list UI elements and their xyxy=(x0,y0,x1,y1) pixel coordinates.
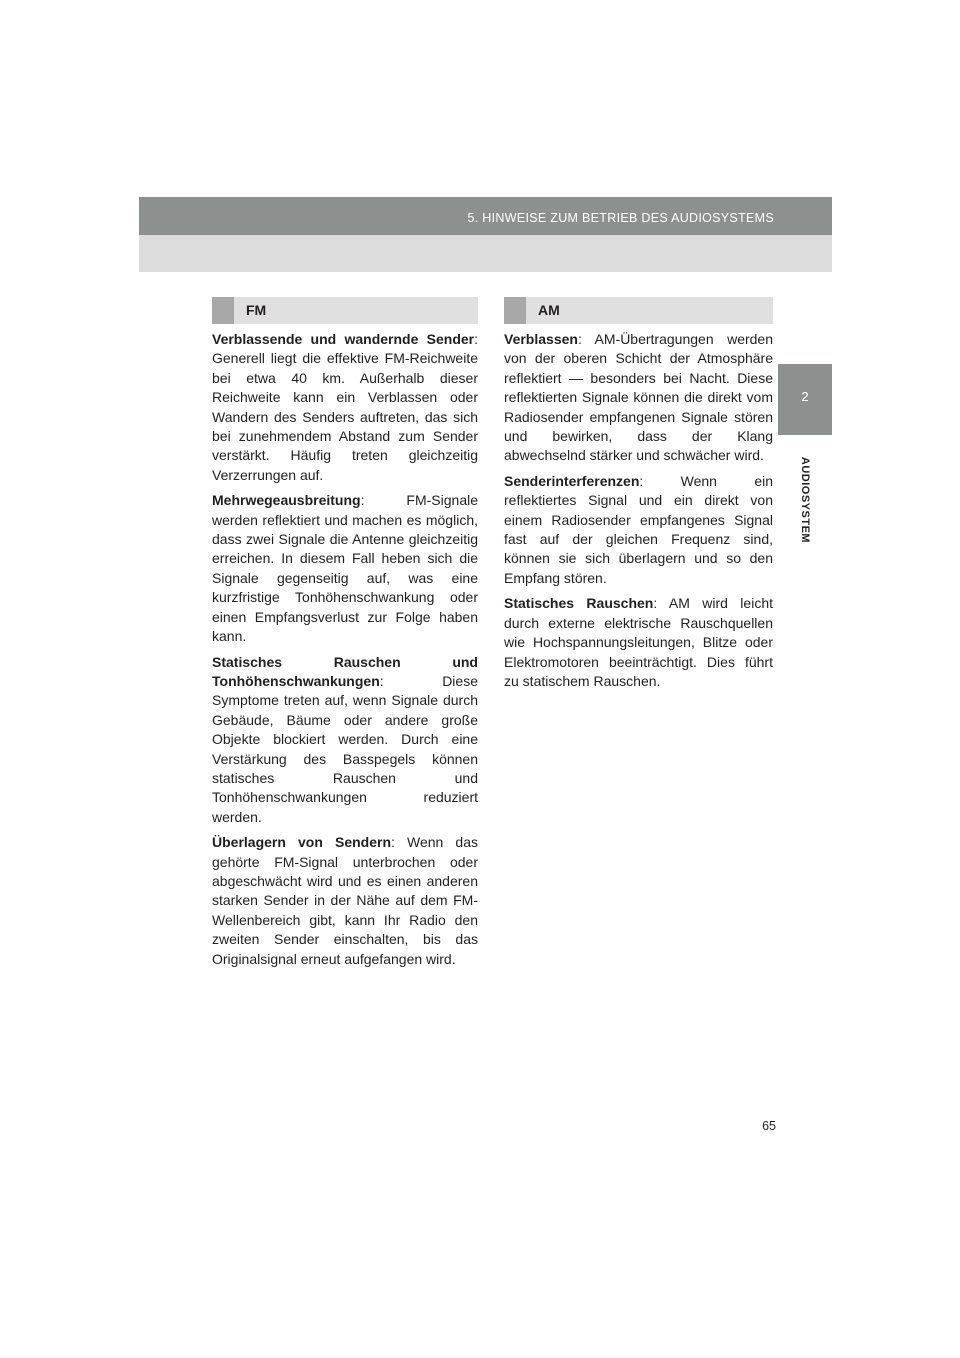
chapter-side-label xyxy=(797,455,813,545)
chapter-tab xyxy=(778,364,832,435)
fm-text: : Diese Symptome treten auf, wenn Signale durch Gebäude, Bäume oder andere große Objekte blockiert werden. Durch eine Verstärkung des Basspegels können statisches Rauschen und Tonhöhenschwankungen reduziert werden. xyxy=(212,672,478,825)
am-term: Statisches Rauschen xyxy=(504,595,654,612)
chapter-title: 5. HINWEISE ZUM BETRIEB DES AUDIOSYSTEMS xyxy=(467,211,774,225)
fm-paragraph xyxy=(212,491,478,646)
chapter-header-bar xyxy=(139,197,832,235)
am-paragraph xyxy=(504,330,773,466)
am-paragraph xyxy=(504,594,773,691)
am-term: Senderinterferenzen xyxy=(504,472,640,489)
fm-paragraph xyxy=(212,833,478,969)
fm-term: Verblassende und wandernde Sender xyxy=(212,331,475,347)
fm-section-heading xyxy=(212,297,478,324)
chapter-header xyxy=(139,197,832,272)
am-text: : Wenn ein reflektiertes Signal und ein direkt von einem Radiosender empfangenes Signal fast auf der gleichen Frequenz sind, können sie sich überlagern und so den Empfang stören. xyxy=(504,472,773,586)
fm-heading-title: FM xyxy=(246,302,267,318)
am-term: Verblassen xyxy=(504,331,578,347)
am-heading-title: AM xyxy=(538,302,560,318)
fm-paragraph xyxy=(212,653,478,828)
am-heading-marker xyxy=(504,297,526,324)
fm-text: : Wenn das gehörte FM-Signal unterbrochen oder abgeschwächt wird und es einen anderen starken Sender in der Nähe auf dem FM-Wellenbereich gibt, kann Ihr Radio den zweiten Sender einschalten, bis das Originalsignal erneut aufgefangen wird. xyxy=(212,834,478,967)
page-number: 65 xyxy=(762,1119,776,1133)
fm-term: Mehrwegeausbreitung xyxy=(212,492,361,509)
fm-column xyxy=(212,330,478,975)
am-text: : AM wird leicht durch externe elektrische Rauschquellen wie Hochspannungsleitungen, Blitze oder Elektromotoren beeinträchtigt. Dies führt zu statischem Rauschen. xyxy=(504,595,773,689)
fm-text: : FM-Signale werden reflektiert und machen es möglich, dass zwei Signale die Antenne gleichzeitig erreichen. In diesem Fall heben sich die Signale gegenseitig auf, was eine kurzfristige Tonhöhenschwankung oder einen Empfangsverlust zur Folge haben kann. xyxy=(212,492,478,645)
am-text: : AM-Übertragungen werden von der oberen Schicht der Atmosphäre reflektiert — besonders bei Nacht. Diese reflektierten Signale können die direkt vom Radiosender empfangenen Signale stören und bewirken, dass der Klang abwechselnd stärker und schwächer wird. xyxy=(504,331,773,464)
am-paragraph xyxy=(504,472,773,588)
chapter-number: 2 xyxy=(801,389,809,404)
am-section-heading xyxy=(504,297,773,324)
fm-term: Statisches Rauschen und Tonhöhenschwankungen xyxy=(212,653,478,689)
am-column xyxy=(504,330,773,697)
fm-paragraph xyxy=(212,330,478,485)
fm-heading-marker xyxy=(212,297,234,324)
chapter-side-label-text: AUDIOSYSTEM xyxy=(799,456,811,544)
fm-text: : Generell liegt die effektive FM-Reichweite bei etwa 40 km. Außerhalb dieser Reichweite kann ein Verblassen oder Wandern des Senders auftreten, das sich bei zunehmendem Abstand zum Sender verstärkt. Häufig treten gleichzeitig Verzerrungen auf. xyxy=(212,331,478,483)
fm-term: Überlagern von Sendern xyxy=(212,834,392,851)
